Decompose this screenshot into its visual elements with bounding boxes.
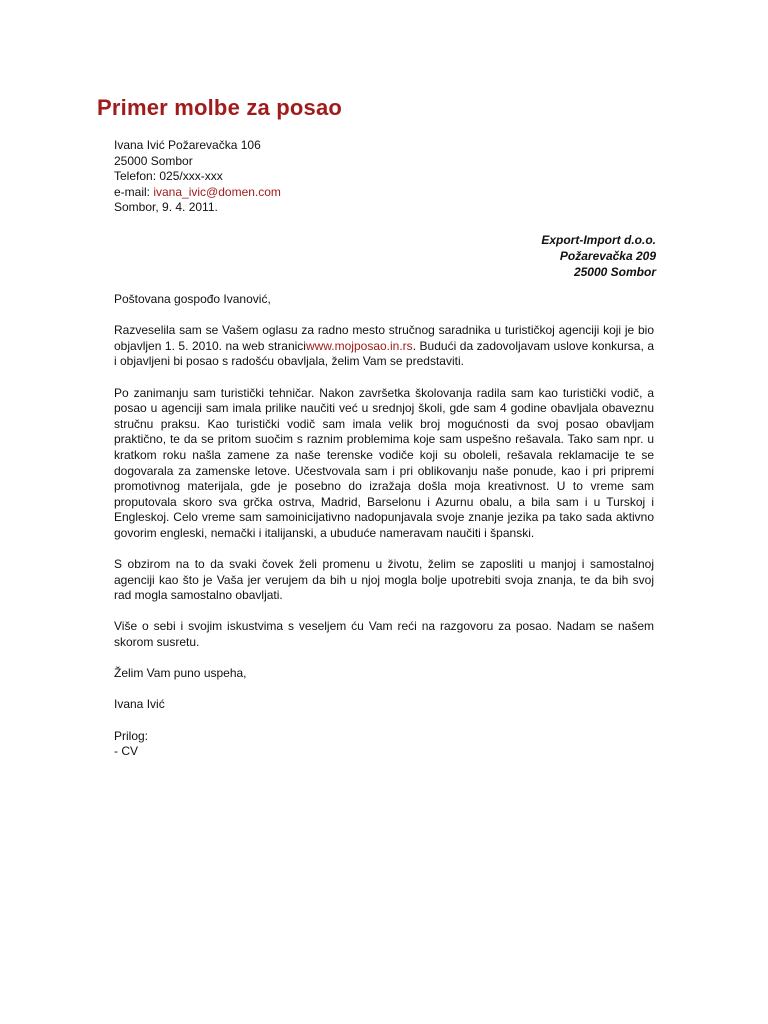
letter-date: Sombor, 9. 4. 2011. bbox=[114, 200, 218, 215]
signature: Ivana Ivić bbox=[114, 697, 165, 712]
recipient-city: 25000 Sombor bbox=[573, 265, 656, 279]
attachment-label: Prilog: bbox=[114, 728, 149, 743]
paragraph-experience: Po zanimanju sam turistički tehničar. Nakon završetka školovanja radila sam kao turistički vodič, a posao u agenciji sam imala prilike naučiti već u srednjoj školi, gde sam 4 godine obavljala obaveznu stručnu praksu. Kao turistički vodič sam imala velik broj mogućnosti da svoj posao obavljam praktično, te da se pritom suočim s raznim problemima koje sam uspešno rešavala. Tako sam npr. u kratkom roku našla zamene za naše terenske vodiče koji su oboleli, rešavala reklamacije te se dogovarala za zamenske letove. Učestvovala sam i pri oblikovanju naše ponude, kao i pri pripremi promotivnog materijala, gde je posebno do izražaja došla moja kreativnost. U to vreme sam proputovala skoro sva grčka ostrva, Madrid, Barselonu i Azurnu obalu, a bila sam i u Turskoj i Engleskoj. Celo vreme sam samoinicijativno nadopunjavala svoje znanje jezika pa tako sada aktivno govorim engleski, nemački i italijanski, a ubuduće nameravam naučiti i španski. bbox=[114, 385, 654, 540]
email-link[interactable]: ivana_ivic@domen.com bbox=[153, 184, 281, 199]
sender-phone: Telefon: 025/xxx-xxx bbox=[114, 169, 223, 184]
closing-phrase: Želim Vam puno uspeha, bbox=[114, 666, 247, 681]
paragraph-motivation: S obzirom na to da svaki čovek želi promenu u životu, želim se zaposliti u manjoj i samostalnoj agenciji kao što je Vaša jer verujem da bih u njoj mogla bolje upotrebiti svoja znanja, te da bih svoj rad mogla samostalno obavljati. bbox=[114, 557, 654, 603]
sender-block bbox=[114, 138, 281, 216]
paragraph-intro-rest: . Budući da zadovoljavam uslove konkursa, a i objavljeni bi posao s radošću obavljala, želim Vam se predstaviti. bbox=[114, 338, 654, 369]
attachment-item: - CV bbox=[114, 744, 138, 759]
sender-name-address: Ivana Ivić Požarevačka 106 bbox=[114, 138, 261, 152]
document-title: Primer molbe za posao bbox=[97, 95, 343, 120]
recipient-street: Požarevačka 209 bbox=[559, 249, 656, 263]
email-label: e-mail: bbox=[114, 184, 154, 199]
letter-body bbox=[114, 292, 654, 760]
greeting: Poštovana gospođo Ivanović, bbox=[114, 292, 271, 306]
website-link[interactable]: www.mojposao.in.rs bbox=[305, 338, 413, 353]
recipient-company: Export-Import d.o.o. bbox=[541, 233, 656, 247]
recipient-block bbox=[541, 232, 656, 280]
paragraph-intro bbox=[114, 323, 654, 370]
sender-city: 25000 Sombor bbox=[114, 153, 193, 168]
paragraph-intro-text: Razveselila sam se Vašem oglasu za radno mesto stručnog saradnika u turističkoj agenciji koji je bio objavljen 1. 5. 2010. na web stranici bbox=[114, 323, 654, 353]
sender-email-line bbox=[114, 185, 281, 201]
paragraph-closing: Više o sebi i svojim iskustvima s veseljem ću Vam reći na razgovoru za posao. Nadam se našem skorom susretu. bbox=[114, 619, 654, 650]
